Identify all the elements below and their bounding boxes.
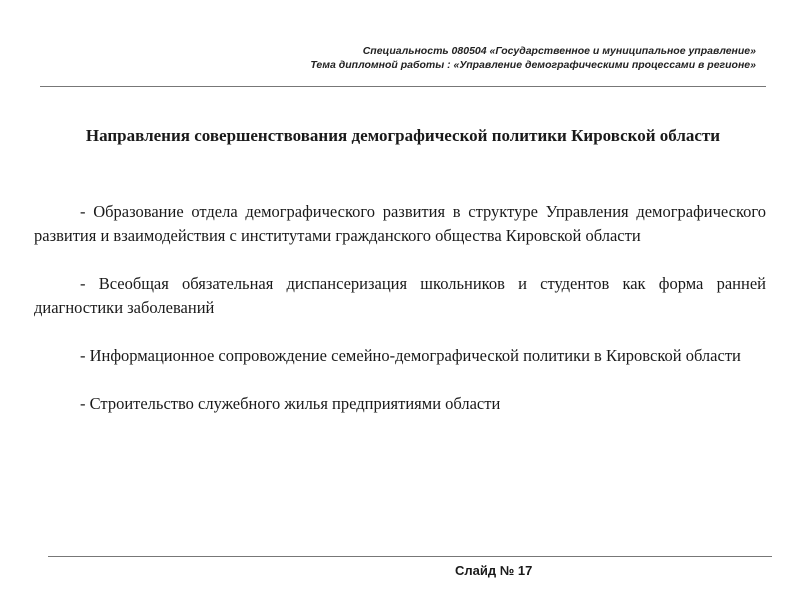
list-item: - Всеобщая обязательная диспансеризация школьников и студентов как форма ранней диагностики заболеваний [34,274,766,317]
document-header [56,44,756,72]
content-list [34,200,766,416]
slide-title: Направления совершенствования демографической политики Кировской области [85,126,721,145]
list-item: - Строительство служебного жилья предприятиями области [80,394,501,413]
list-item: - Образование отдела демографического развития в структуре Управления демографического развития и взаимодействия с институтами гражданского общества Кировской области [34,202,766,245]
thesis-topic-line: Тема дипломной работы : «Управление демографическими процессами в регионе» [310,59,756,71]
header-divider [40,86,766,87]
list-item: - Информационное сопровождение семейно-демографической политики в Кировской области [80,346,741,365]
specialty-line: Специальность 080504 «Государственное и муниципальное управление» [362,45,756,57]
slide-number: Слайд № 17 [455,563,533,578]
footer-divider [48,556,772,557]
